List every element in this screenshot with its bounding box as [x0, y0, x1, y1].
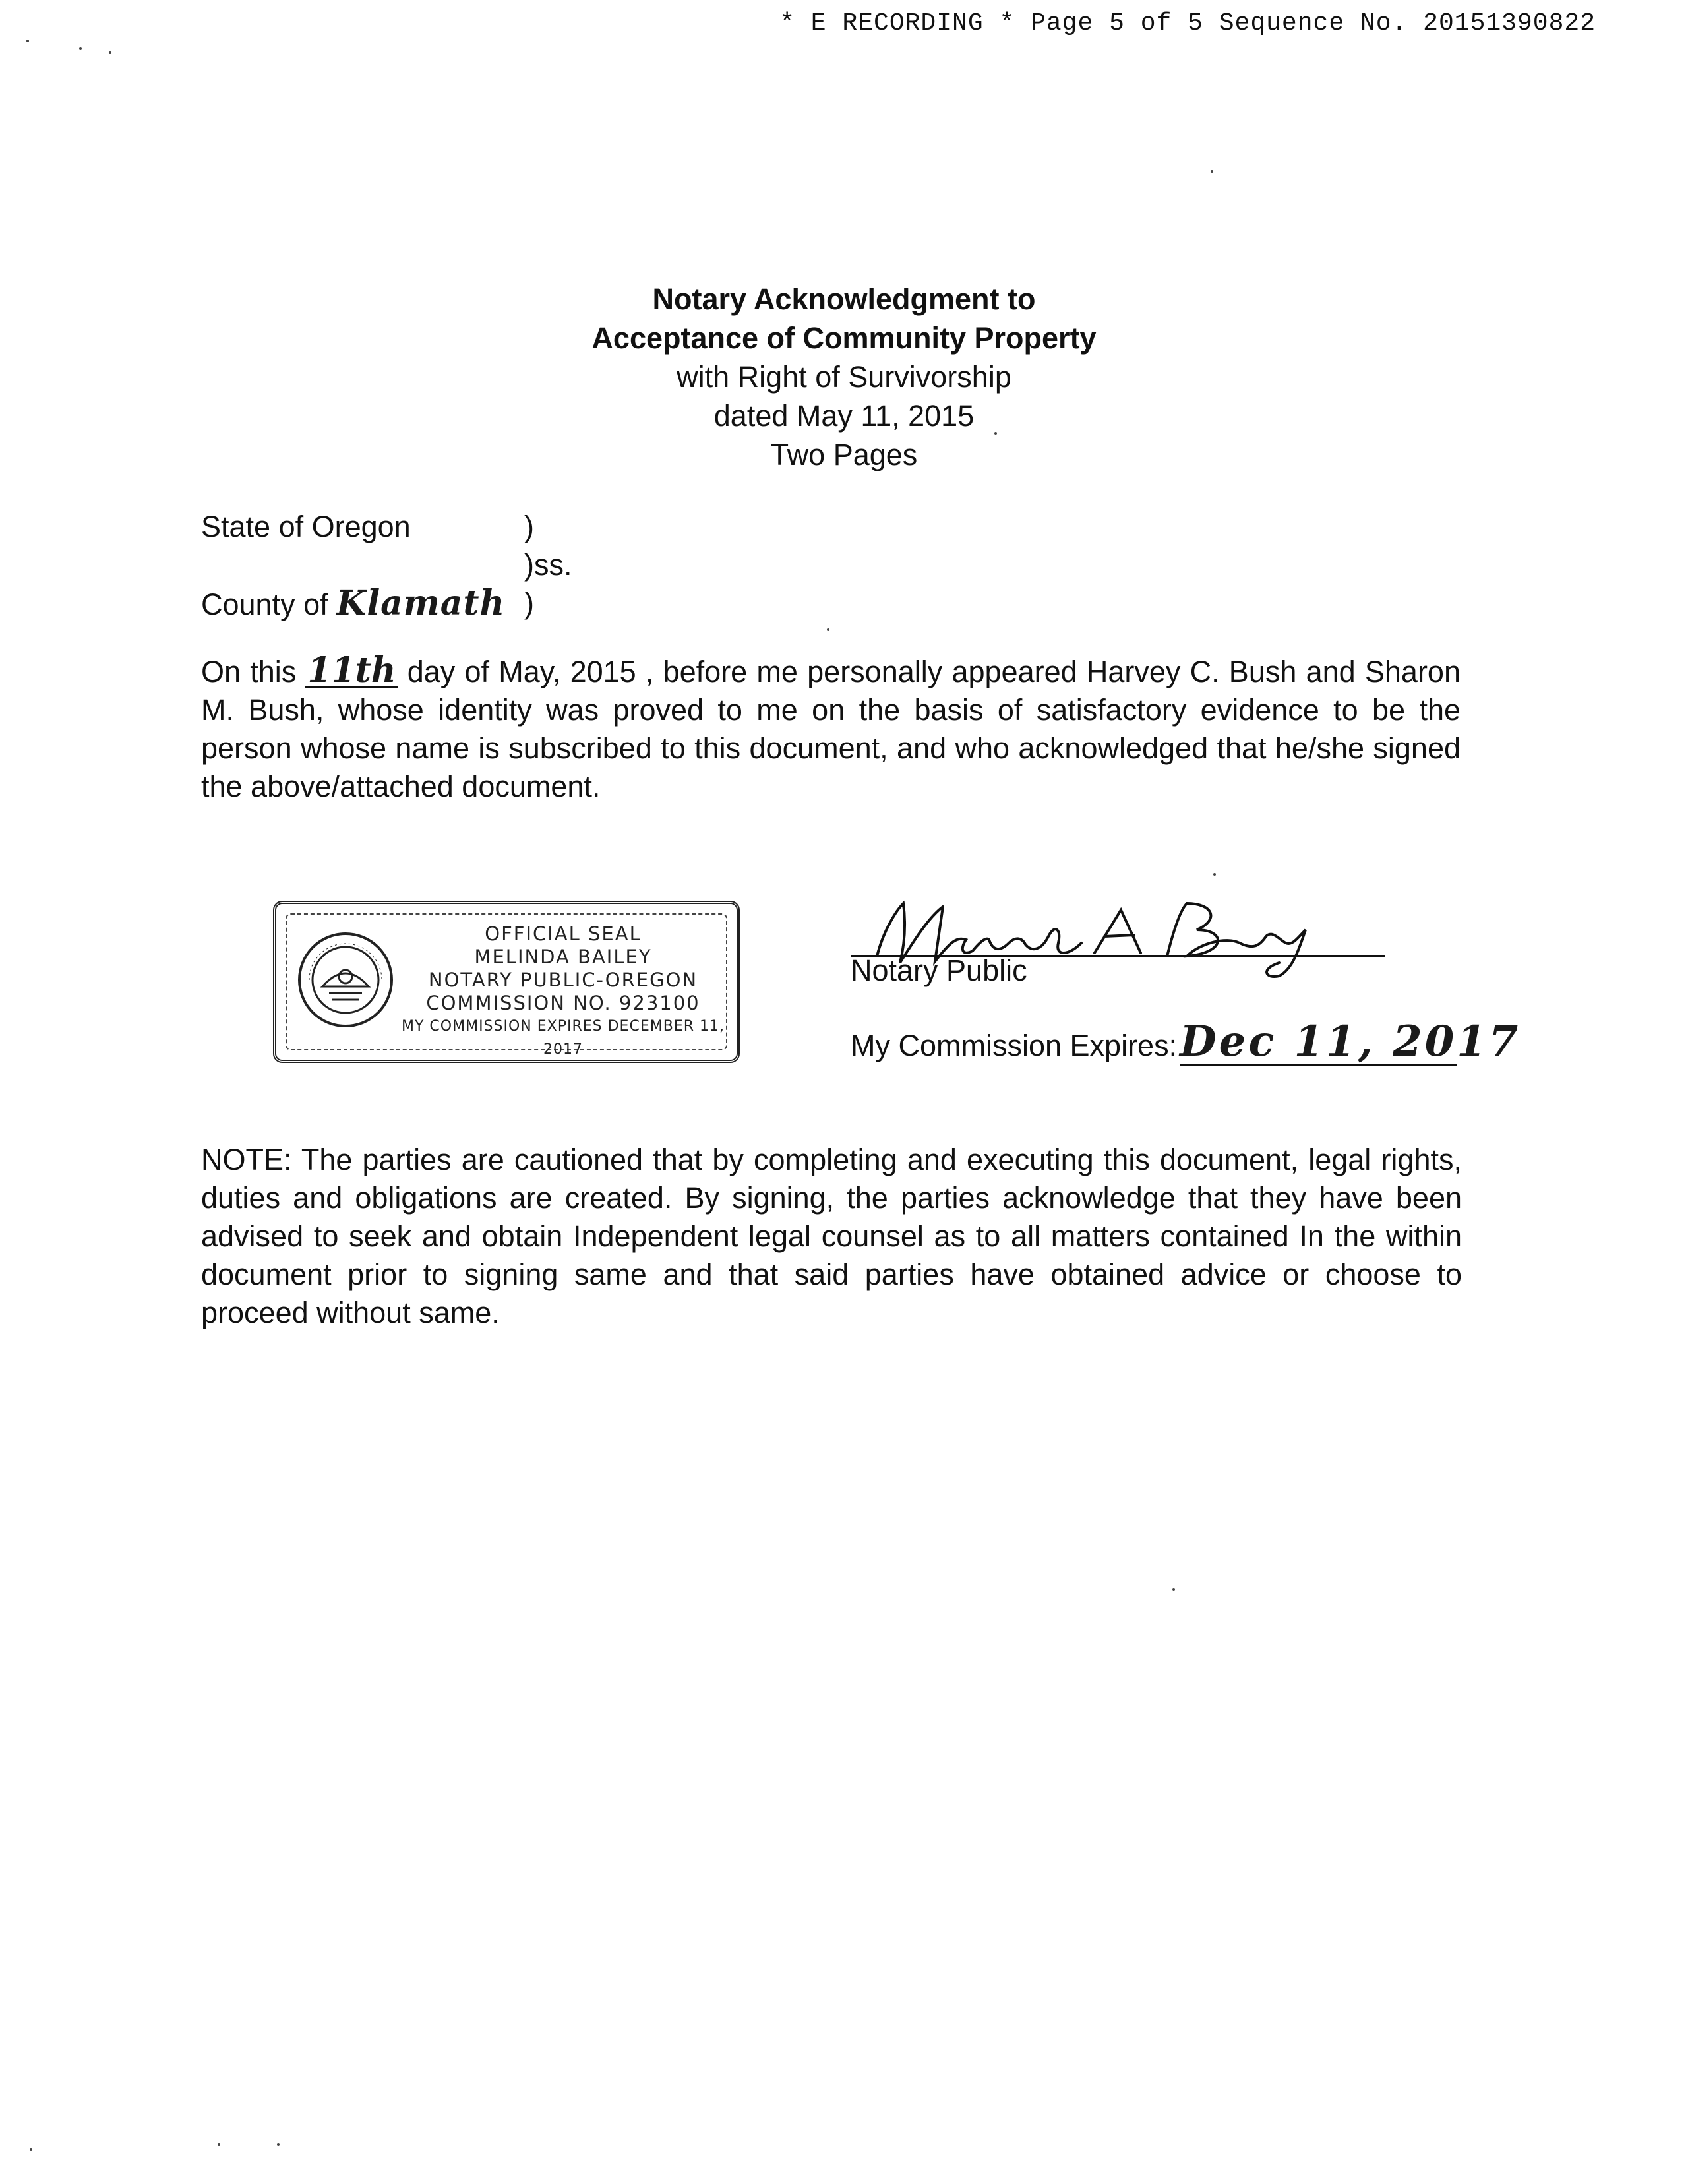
recording-header: * E RECORDING * Page 5 of 5 Sequence No. 20151390822 [779, 9, 1596, 38]
title-line-5: Two Pages [770, 438, 918, 471]
commission-label: My Commission Expires: [851, 1029, 1178, 1062]
venue-paren-open: ) [524, 510, 534, 543]
note-text: The parties are cautioned that by completing and executing this document, legal rights, duties and obligations are created. By signing, the parties acknowledge that they have been advised to seek and obtain Independent legal counsel as to all matters contained In the within document prior to signing same and that said parties have obtained advice or choose to proceed without same. [201, 1143, 1462, 1329]
oregon-seal-icon [296, 930, 395, 1029]
commission-date-blank [1180, 1017, 1521, 1066]
venue-block [201, 508, 572, 623]
document-title [0, 280, 1688, 474]
seal-line-1: OFFICIAL SEAL [485, 923, 642, 945]
county-handwritten: Klamath [336, 583, 506, 623]
commission-expires [851, 1017, 1521, 1066]
official-seal-stamp [273, 901, 740, 1063]
day-blank [305, 650, 398, 690]
commission-date-handwritten: Dec 11, 2017 [1180, 1017, 1521, 1066]
venue-ss: )ss. [524, 548, 572, 582]
note-paragraph [201, 1141, 1462, 1332]
seal-line-3: NOTARY PUBLIC-OREGON [428, 969, 698, 991]
note-label: NOTE: [201, 1143, 292, 1176]
title-line-4: dated May 11, 2015 [713, 399, 975, 433]
title-line-1: Notary Acknowledgment to [652, 282, 1036, 316]
county-label: County of [201, 588, 328, 621]
notary-public-label: Notary Public [851, 954, 1027, 987]
venue-paren-close: ) [524, 586, 534, 620]
title-line-3: with Right of Survivorship [677, 360, 1011, 394]
seal-text [402, 923, 725, 1061]
seal-line-4: COMMISSION NO. 923100 [426, 992, 700, 1014]
ack-prefix: On this [201, 655, 297, 688]
state-label: State of Oregon [201, 510, 411, 543]
seal-line-2: MELINDA BAILEY [474, 946, 652, 968]
ack-text: day of May, 2015 , before me personally appeared Harvey C. Bush and Sharon M. Bush, whose identity was proved to me on the basis of satisfactory evidence to be the person whose name is subscribed to this document, and who acknowledged that he/she signed the above/attached document. [201, 655, 1461, 803]
acknowledgment-paragraph [201, 650, 1461, 806]
day-handwritten: 11th [307, 650, 396, 690]
seal-line-5: MY COMMISSION EXPIRES DECEMBER 11, 2017 [402, 1018, 725, 1058]
title-line-2: Acceptance of Community Property [591, 321, 1097, 355]
